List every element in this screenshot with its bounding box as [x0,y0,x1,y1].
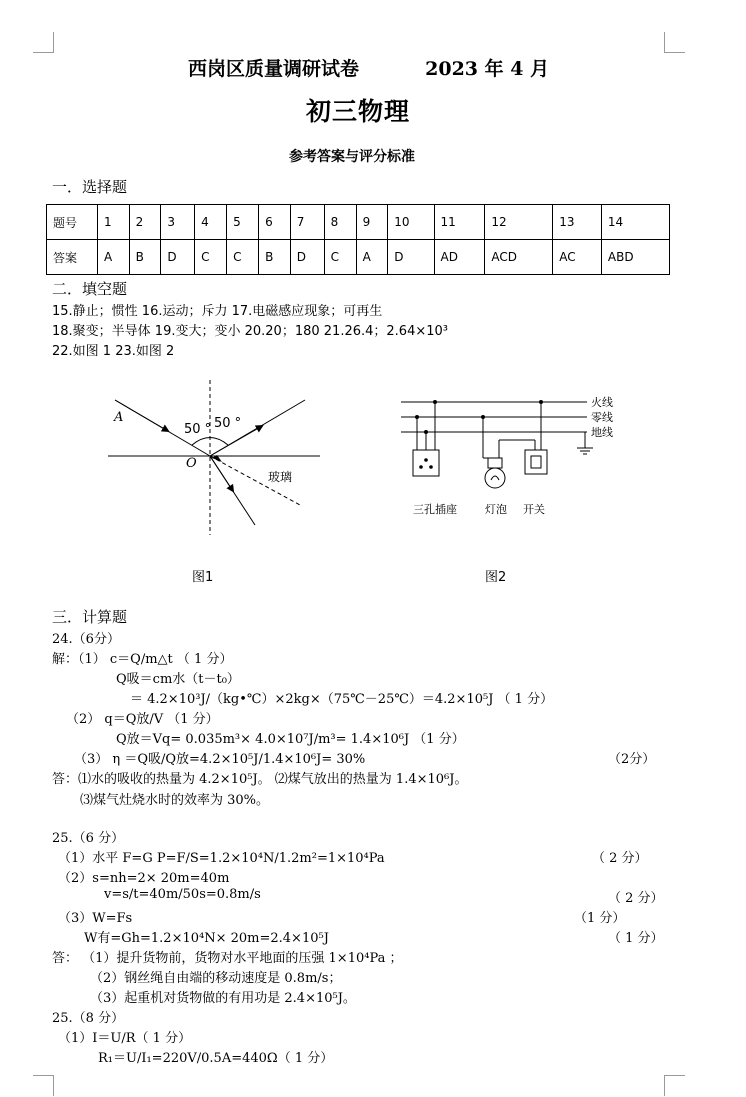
table-cell: 13 [553,205,602,240]
q25-line: 25.（6 分） [52,831,125,846]
subject-title: 初三物理 [306,97,411,126]
section-heading-calc: 三．计算题 [52,608,128,626]
q25-score: （ 1 分） [608,931,664,946]
table-cell: ABD [601,240,669,275]
crop-mark-bottom-right [664,1075,685,1096]
q25b-line: （1）I＝U/R（ 1 分） [58,1031,192,1046]
table-cell: D [388,240,434,275]
table-cell: AD [434,240,485,275]
table-cell: 5 [227,205,259,240]
socket-label: 三孔插座 [413,503,457,516]
table-cell: 9 [356,205,388,240]
q25-line: v=s/t=40m/50s=0.8m/s [104,887,261,902]
q25b-line: 25.（8 分） [52,1011,125,1026]
figure-1-caption: 图1 [192,570,214,585]
q25-score: （ 2 分） [592,851,648,866]
q24-line: Q放＝Vq= 0.035m³× 4.0×10⁷J/m³= 1.4×10⁶J （1 分） [116,732,465,747]
crop-mark-bottom-left [33,1075,54,1096]
table-cell: C [227,240,259,275]
table-cell: 4 [195,205,227,240]
q25b-line: R₁＝U/I₁=220V/0.5A=440Ω（ 1 分） [98,1051,334,1066]
q24-line: 解：（1） c＝Q/m△t （ 1 分） [52,652,233,667]
q24-line: （2） q＝Q放/V （1 分） [66,712,219,727]
table-cell: 8 [324,205,356,240]
switch-label: 开关 [523,503,545,516]
table-cell: 12 [485,205,553,240]
table-cell: 6 [259,205,291,240]
table-cell: 11 [434,205,485,240]
crop-mark-top-left [33,32,54,53]
q24-score: （2分） [608,752,656,767]
table-cell: 2 [129,205,161,240]
q25-line: （2）钢丝绳自由端的移动速度是 0.8m/s； [90,971,342,986]
neutral-wire-label: 零线 [591,411,613,424]
table-cell: 3 [161,205,195,240]
table-cell: A [356,240,388,275]
row-label: 题号 [47,205,98,240]
section-heading-choice: 一．选择题 [52,178,128,196]
q24-line: ⑶煤气灶烧水时的效率为 30%。 [80,793,270,808]
table-row [47,205,670,240]
figure-2-caption: 图2 [485,570,507,585]
fig1-angle-incidence: 50 ° [184,422,212,437]
bulb-label: 灯泡 [485,503,507,516]
table-cell: 1 [98,205,130,240]
q25-line: （3）起重机对货物做的有用功是 2.4×10⁵J。 [90,991,356,1006]
table-cell: 7 [290,205,324,240]
q25-line: （1）水平 F=G P=F/S=1.2×10⁴N/1.2m²=1×10⁴Pa [58,851,385,866]
table-cell: D [161,240,195,275]
q24-line: Q吸＝cm水（t－t₀） [116,672,240,687]
figure-1-refraction-diagram [100,375,330,540]
answer-key-subtitle: 参考答案与评分标准 [289,149,415,165]
table-cell: D [290,240,324,275]
q24-line: （3） η ＝Q吸/Q放=4.2×10⁵J/1.4×10⁶J= 30% [74,752,366,767]
q24-line: ＝ 4.2×10³J/（kg•℃）×2kg×（75℃－25℃）＝4.2×10⁵J （ 1 分） [130,692,554,707]
fig1-label-o: O [186,456,197,471]
q24-line: 24.（6分） [52,632,120,647]
figure-2-circuit-diagram [395,390,635,525]
crop-mark-top-right [664,32,685,53]
q25-line: （3）W=Fs [58,911,133,926]
fill-answer-line: 22.如图 1 23.如图 2 [52,344,175,359]
exam-title: 西岗区质量调研试卷 2023 年 4 月 [188,58,550,80]
q25-score: （1 分） [574,911,626,926]
answer-table [46,204,670,275]
fill-answer-line: 15.静止；惯性 16.运动；斥力 17.电磁感应现象；可再生 [52,304,383,319]
fig1-angle-reflection: 50 ° [214,416,242,431]
table-cell: B [259,240,291,275]
fill-answer-line: 18.聚变；半导体 19.变大；变小 20.20；180 21.26.4；2.64×10³ [52,324,448,339]
table-cell: AC [553,240,602,275]
section-heading-fill: 二．填空题 [52,280,128,298]
table-cell: C [195,240,227,275]
q25-line: W有=Gh=1.2×10⁴N× 20m=2.4×10⁵J [84,931,329,946]
ground-wire-label: 地线 [591,426,613,439]
table-row [47,240,670,275]
q24-line: 答：⑴水的吸收的热量为 4.2×10⁵J。 ⑵煤气放出的热量为 1.4×10⁶J。 [52,772,468,787]
row-label: 答案 [47,240,98,275]
q25-line: 答： （1）提升货物前，货物对水平地面的压强 1×10⁴Pa ； [52,951,403,966]
q25-score: （ 2 分） [608,891,664,906]
table-cell: C [324,240,356,275]
table-cell: 14 [601,205,669,240]
fig1-label-a: A [114,410,124,425]
table-cell: A [98,240,130,275]
table-cell: 10 [388,205,434,240]
table-cell: B [129,240,161,275]
fig1-glass-label: 玻璃 [268,470,293,484]
q25-line: （2）s=nh=2× 20m=40m [58,871,230,886]
table-cell: ACD [485,240,553,275]
live-wire-label: 火线 [591,396,613,409]
